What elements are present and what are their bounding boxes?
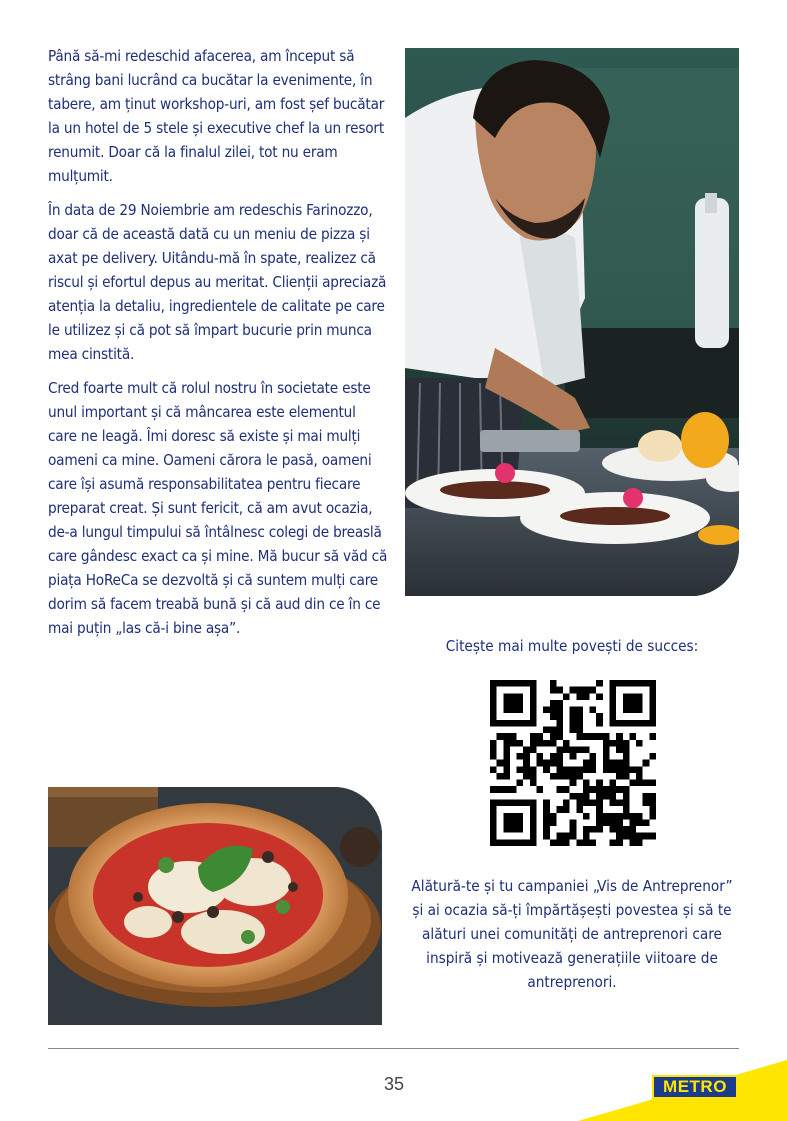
article-body — [48, 44, 388, 650]
paragraph: În data de 29 Noiembrie am redeschis Farinozzo, doar că de această dată cu un meniu de pizza și axat pe delivery. Uitându-mă în spate, realizez că riscul și efortul depus au meritat. Clienții apreciază atenția la detaliu, ingredientele de calitate pe care le utilizez și că pot să împart bucurie prin munca mea cinstită. — [48, 201, 387, 363]
paragraph: Până să-mi redeschid afacerea, am început să strâng bani lucrând ca bucătar la evenimente, în tabere, am ținut workshop-uri, am fost șef bucătar la un hotel de 5 stele și executive chef la un resort renumit. Doar că la finalul zilei, tot nu eram mulțumit. — [48, 47, 385, 185]
metro-logo — [652, 1075, 738, 1099]
paragraph: Cred foarte mult că rolul nostru în societate este unul important și că mâncarea este elementul care ne leagă. Îmi doresc să existe și mai mulți oameni ca mine. Oameni cărora le pasă, oameni care își asumă responsabilitatea pentru fiecare preparat creat. Și sunt fericit, că am avut ocazia, de-a lungul timpului să întâlnesc colegi de breaslă care gândesc exact ca și mine. Mă bucur să văd că piața HoReCa se dezvoltă și că suntem mulți care dorim să facem treabă bună și că aud din ce în ce mai puțin „las că-i bine așa”. — [48, 379, 388, 637]
chef-photo — [405, 48, 739, 596]
metro-logo-text: METRO — [663, 1077, 727, 1096]
qr-heading: Citește mai multe povești de succes: — [445, 637, 699, 655]
chef-illustration — [405, 48, 739, 596]
qr-code[interactable] — [490, 680, 656, 846]
pizza-illustration — [48, 787, 382, 1025]
page-number: 35 — [383, 1074, 405, 1094]
footer-divider — [48, 1048, 739, 1049]
pizza-photo — [48, 787, 382, 1025]
campaign-invitation: Alătură-te și tu campaniei „Vis de Antreprenor” și ai ocazia să-ți împărtășești povestea și să te alături unei comunități de antreprenori care inspiră și motivează generațiile viitoare de antreprenori. — [411, 877, 733, 991]
qr-code-graphic — [490, 680, 656, 846]
